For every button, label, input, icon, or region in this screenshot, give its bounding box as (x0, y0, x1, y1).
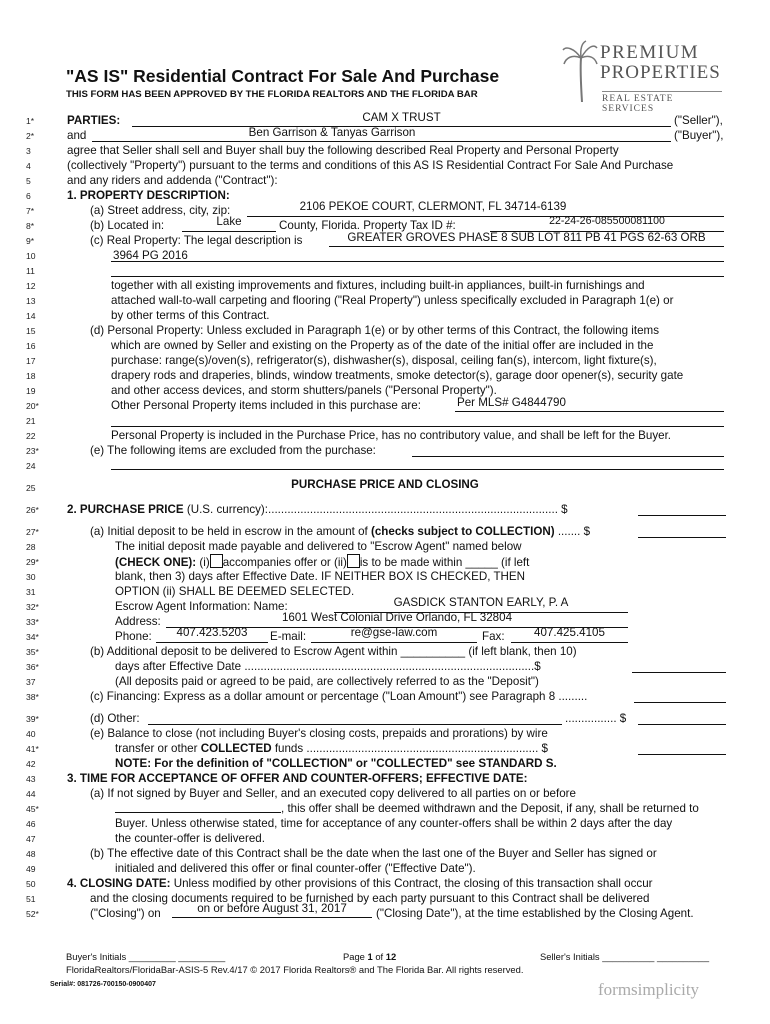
line-number: 42 (26, 759, 36, 769)
balance-collected: COLLECTED (200, 742, 272, 755)
other-personal-property-label: Other Personal Property items included in this purchase are: (111, 399, 421, 412)
improvements-l12: together with all existing improvements and fixtures, including built-in appliances, built-in furnishings and (111, 279, 645, 292)
line-number: 33* (26, 617, 39, 627)
acceptance-l44: (a) If not signed by Buyer and Seller, and an executed copy delivered to all parties on or before (90, 787, 576, 800)
line-number: 30 (26, 572, 36, 582)
sellers-initials[interactable]: Seller's Initials __________ __________ (540, 951, 710, 962)
line-number: 45* (26, 804, 39, 814)
collection-note: NOTE: For the definition of "COLLECTION" or "COLLECTED" see STANDARD S. (115, 757, 557, 770)
initial-deposit-amount[interactable] (638, 537, 726, 538)
line-number: 24 (26, 461, 36, 471)
fax-field[interactable]: 407.425.4105 (534, 626, 605, 639)
personal-property-l16: which are owned by Seller and existing on the Property as of the date of the initial offer are included in the (111, 339, 654, 352)
street-address-label: (a) Street address, city, zip: (90, 204, 231, 217)
line-number: 51 (26, 894, 36, 904)
buyer-field-line[interactable] (92, 141, 671, 142)
purchase-price-heading-rest: (U.S. currency):.......................................................................................... $ (186, 503, 568, 516)
improvements-l13: attached wall-to-wall carpeting and flooring ("Real Property") unless specifically excluded in Paragraph 1(e) or (111, 294, 674, 307)
financing-amount[interactable] (634, 702, 726, 703)
acceptance-l47: the counter-offer is delivered. (115, 832, 265, 845)
page-title: "AS IS" Residential Contract For Sale And Purchase (66, 66, 500, 86)
initial-deposit-bold: (checks subject to COLLECTION) (371, 525, 555, 538)
balance-l40: (e) Balance to close (not including Buyer's closing costs, prepaids and prorations) by wire (90, 727, 548, 740)
acceptance-l46: Buyer. Unless otherwise stated, time for acceptance of any counter-offers shall be within 2 days after the day (115, 817, 673, 830)
legal-description-line1[interactable] (329, 246, 724, 247)
line-number: 52* (26, 909, 39, 919)
option-ii-text: is to be made within _____ (if left (359, 556, 530, 569)
acceptance-l45: , this offer shall be deemed withdrawn and the Deposit, if any, shall be returned to (281, 802, 699, 815)
line-number: 13 (26, 296, 36, 306)
phone-label: Phone: (115, 630, 152, 643)
county-field[interactable]: Lake (216, 215, 242, 228)
county-florida-label: County, Florida. Property Tax ID #: (279, 219, 456, 232)
acceptance-heading: 3. TIME FOR ACCEPTANCE OF OFFER AND COUNTER-OFFERS; EFFECTIVE DATE: (67, 772, 528, 785)
option-i-text: accompanies offer or (ii) (222, 556, 347, 569)
located-in-label: (b) Located in: (90, 219, 165, 232)
improvements-l14: by other terms of this Contract. (111, 309, 270, 322)
line-number: 38* (26, 692, 39, 702)
line-number: 36* (26, 662, 39, 672)
line-number: 34* (26, 632, 39, 642)
excluded-items-label: (e) The following items are excluded from the purchase: (90, 444, 376, 457)
effective-date-l49: initialed and delivered this offer or final counter-offer ("Effective Date"). (115, 862, 476, 875)
fax-label: Fax: (482, 630, 505, 643)
other-personal-property-field[interactable]: Per MLS# G4844790 (457, 396, 566, 409)
line-number: 35* (26, 647, 39, 657)
line-number: 12 (26, 281, 36, 291)
legal-description-field2[interactable]: 3964 PG 2016 (113, 249, 188, 262)
line-number: 44 (26, 789, 36, 799)
initial-deposit-l31: OPTION (ii) SHALL BE DEEMED SELECTED. (115, 585, 355, 598)
legal-description-field1[interactable]: GREATER GROVES PHASE 8 SUB LOT 811 PB 41 PGS 62-63 ORB (347, 231, 706, 244)
parties-l4: (collectively "Property") pursuant to the terms and conditions of this AS IS Residential Contract For Sale And Purchase (67, 159, 674, 172)
other-line[interactable] (148, 724, 562, 725)
escrow-name-field[interactable]: GASDICK STANTON EARLY, P. A (393, 596, 569, 609)
legal-description-label: (c) Real Property: The legal description is (90, 234, 303, 247)
option-i-checkbox[interactable] (210, 554, 223, 568)
palm-tree-icon (562, 40, 598, 104)
line-number: 28 (26, 542, 36, 552)
closing-l51: and the closing documents required to be furnished by each party pursuant to this Contract shall be delivered (90, 892, 650, 905)
line-number: 5 (26, 176, 31, 186)
personal-property-l15: (d) Personal Property: Unless excluded in Paragraph 1(e) or by other terms of this Contract, the following items (90, 324, 659, 337)
line-number: 41* (26, 744, 39, 754)
other-amount[interactable] (638, 724, 726, 725)
page-number: 1 (367, 951, 373, 962)
line-number: 4 (26, 161, 31, 171)
line-number: 15 (26, 326, 36, 336)
seller-suffix: ("Seller"), (674, 114, 723, 127)
initial-deposit-l30: blank, then 3) days after Effective Date. IF NEITHER BOX IS CHECKED, THEN (115, 570, 526, 583)
line-number: 27* (26, 527, 39, 537)
phone-line[interactable] (156, 642, 268, 643)
line-number: 18 (26, 371, 36, 381)
parties-label: PARTIES: (67, 114, 121, 127)
line-number: 19 (26, 386, 36, 396)
line-number: 14 (26, 311, 36, 321)
logo-line2: PROPERTIES (600, 62, 721, 83)
buyer-field[interactable]: Ben Garrison & Tanyas Garrison (248, 126, 416, 139)
page-subtitle: THIS FORM HAS BEEN APPROVED BY THE FLORIDA REALTORS AND THE FLORIDA BAR (66, 89, 478, 100)
line-number: 50 (26, 879, 36, 889)
line-number: 39* (26, 714, 39, 724)
personal-property-l19: and other access devices, and storm shutters/panels ("Personal Property"). (111, 384, 497, 397)
line-number: 2* (26, 131, 35, 141)
other-personal-property-line[interactable] (455, 411, 724, 412)
line-number: 17 (26, 356, 36, 366)
line-number: 32* (26, 602, 39, 612)
purchase-price-section-heading: PURCHASE PRICE AND CLOSING (291, 478, 479, 491)
line-number: 21 (26, 416, 36, 426)
property-description-heading: 1. PROPERTY DESCRIPTION: (67, 189, 230, 202)
line-number: 20* (26, 401, 39, 411)
premium-properties-logo (562, 40, 722, 114)
county-line[interactable] (182, 231, 276, 232)
line-number: 23* (26, 446, 39, 456)
other-dots: ................ $ (565, 712, 627, 725)
legal-description-line3[interactable] (111, 276, 724, 277)
line-number: 26* (26, 505, 39, 515)
line-number: 3 (26, 146, 31, 156)
option-i-label: (i) (199, 556, 210, 569)
other-personal-property-line2[interactable] (111, 426, 724, 427)
line-number: 25 (26, 483, 36, 493)
buyers-initials[interactable]: Buyer's Initials _________ _________ (66, 951, 226, 962)
personal-property-l22: Personal Property is included in the Purchase Price, has no contributory value, and shall be left for the Buyer. (111, 429, 672, 442)
formsimplicity-logo: formsimplicity (598, 980, 700, 999)
line-number: 48 (26, 849, 36, 859)
line-number: 16 (26, 341, 36, 351)
purchase-price-heading: 2. PURCHASE PRICE (67, 503, 184, 516)
line-number: 40 (26, 729, 36, 739)
page-label: Page (343, 951, 365, 962)
escrow-name-label: Escrow Agent Information: Name: (115, 600, 288, 613)
street-address-field[interactable]: 2106 PEKOE COURT, CLERMONT, FL 34714-6139 (299, 200, 567, 213)
page-of: of (375, 951, 384, 962)
excluded-items-line2[interactable] (111, 469, 724, 470)
line-number: 10 (26, 251, 36, 261)
closing-date-line[interactable] (172, 917, 372, 918)
closing-date-field[interactable]: on or before August 31, 2017 (197, 902, 347, 915)
line-number: 37 (26, 677, 36, 687)
line-number: 31 (26, 587, 36, 597)
balance-l41c: funds ........................................................................ $ (274, 742, 548, 755)
additional-deposit-l35: (b) Additional deposit to be delivered to Escrow Agent within __________ (if left blank, then 10) (90, 645, 577, 658)
balance-amount[interactable] (638, 754, 726, 755)
initial-deposit-l28: The initial deposit made payable and delivered to "Escrow Agent" named below (115, 540, 522, 553)
additional-deposit-amount[interactable] (632, 672, 726, 673)
initial-deposit-label: (a) Initial deposit to be held in escrow in the amount of (90, 525, 368, 538)
personal-property-l17: purchase: range(s)/oven(s), refrigerator(s), dishwasher(s), disposal, ceiling fan(s), intercom, light fixture(s), (111, 354, 657, 367)
email-label: E-mail: (270, 630, 307, 643)
line-number: 6 (26, 191, 31, 201)
line-number: 1* (26, 116, 35, 126)
personal-property-l18: drapery rods and draperies, blinds, window treatments, smoke detector(s), garage door opener(s), security gate (111, 369, 684, 382)
escrow-address-field[interactable]: 1601 West Colonial Drive Orlando, FL 32804 (281, 611, 513, 624)
effective-date-l48: (b) The effective date of this Contract shall be the date when the last one of the Buyer and Seller has signed or (90, 847, 657, 860)
escrow-address-label: Address: (115, 615, 161, 628)
additional-deposit-l36: days after Effective Date ..........................................................................................$ (115, 660, 541, 673)
fax-line[interactable] (511, 642, 628, 643)
line-number: 9* (26, 236, 35, 246)
other-label: (d) Other: (90, 712, 140, 725)
closing-l52-label: ("Closing") on (90, 907, 161, 920)
seller-field[interactable]: CAM X TRUST (362, 111, 441, 124)
and-label: and (67, 129, 87, 142)
closing-l50: Unless modified by other provisions of this Contract, the closing of this transaction shall occur (173, 877, 653, 890)
check-one-label: (CHECK ONE): (115, 556, 197, 569)
initial-deposit-dots: ....... $ (557, 525, 591, 538)
line-number: 29* (26, 557, 39, 567)
closing-l52-rest: ("Closing Date"), at the time established by the Closing Agent. (376, 907, 694, 920)
acceptance-date-line[interactable] (115, 812, 281, 813)
line-number: 8* (26, 221, 35, 231)
email-line[interactable] (311, 642, 477, 643)
buyer-suffix: ("Buyer"), (674, 129, 724, 142)
phone-field[interactable]: 407.423.5203 (176, 626, 248, 639)
logo-line1: PREMIUM (600, 42, 700, 63)
line-number: 49 (26, 864, 36, 874)
line-number: 43 (26, 774, 36, 784)
closing-date-heading: 4. CLOSING DATE: (67, 877, 171, 890)
deposits-note-l37: (All deposits paid or agreed to be paid, are collectively referred to as the "Deposit") (115, 675, 539, 688)
line-number: 46 (26, 819, 36, 829)
page-indicator (343, 951, 396, 962)
serial-number: Serial#: 081726-700150-0900407 (50, 981, 156, 988)
balance-l41a: transfer or other (115, 742, 198, 755)
tax-id-field[interactable]: 22-24-26-085500081100 (549, 215, 665, 227)
email-field[interactable]: re@gse-law.com (350, 626, 438, 639)
option-ii-checkbox[interactable] (347, 554, 360, 568)
financing-l38: (c) Financing: Express as a dollar amount or percentage ("Loan Amount") see Paragraph 8 ......... (90, 690, 588, 703)
parties-l5: and any riders and addenda ("Contract"): (67, 174, 278, 187)
legal-description-line2[interactable] (111, 261, 724, 262)
excluded-items-line[interactable] (412, 456, 724, 457)
line-number: 47 (26, 834, 36, 844)
line-number: 7* (26, 206, 35, 216)
line-number: 22 (26, 431, 36, 441)
line-number: 11 (26, 266, 35, 276)
logo-line3: REAL ESTATE SERVICES (602, 91, 722, 114)
purchase-price-amount[interactable] (638, 515, 726, 516)
page-total: 12 (385, 951, 397, 962)
parties-l3: agree that Seller shall sell and Buyer shall buy the following described Real Property and Personal Property (67, 144, 619, 157)
form-copyright: FloridaRealtors/FloridaBar-ASIS-5 Rev.4/17 © 2017 Florida Realtors® and The Florida Bar. All rights reserved. (66, 964, 524, 975)
